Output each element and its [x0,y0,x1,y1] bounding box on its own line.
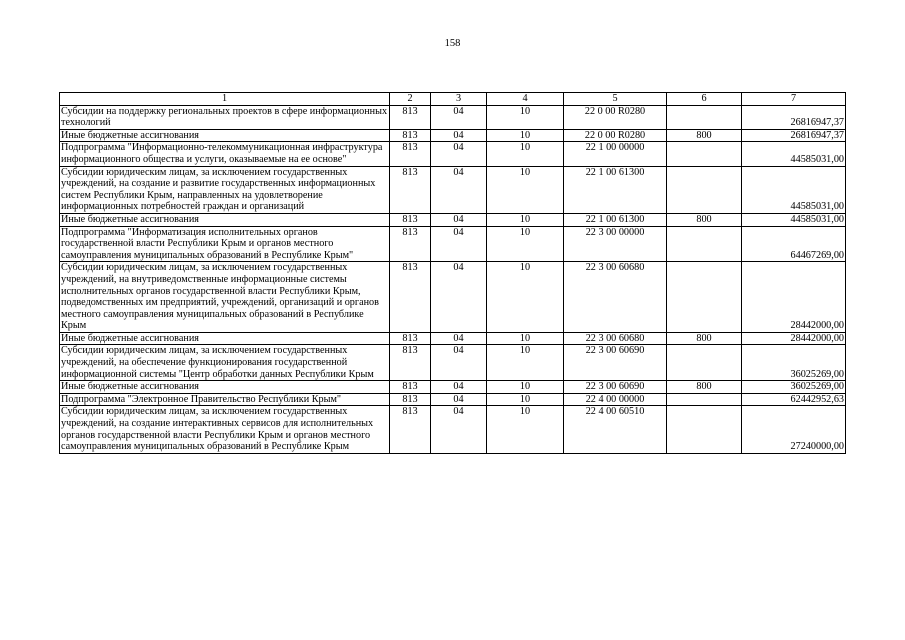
row-grbs-cell: 813 [390,381,431,394]
row-expense-type-cell: 800 [667,381,742,394]
row-amount-cell: 28442000,00 [742,262,846,333]
row-expense-type-cell: 800 [667,332,742,345]
row-amount-cell: 26816947,37 [742,105,846,129]
table-header-row [60,93,846,106]
row-expense-type-cell: 800 [667,129,742,142]
column-header: 1 [60,93,390,106]
table-row [60,226,846,262]
row-section-cell: 04 [431,393,487,406]
row-amount-cell: 36025269,00 [742,381,846,394]
row-section-cell: 04 [431,345,487,381]
row-section-cell: 04 [431,166,487,213]
row-grbs-cell: 813 [390,129,431,142]
row-expense-type-cell [667,406,742,453]
row-amount-cell: 62442952,63 [742,393,846,406]
table-row [60,406,846,453]
row-grbs-cell: 813 [390,406,431,453]
row-section-cell: 04 [431,226,487,262]
column-header: 3 [431,93,487,106]
row-section-cell: 04 [431,142,487,166]
row-name-cell: Субсидии юридическим лицам, за исключением государственных учреждений, на создание интерактивных сервисов для исполнительных органов государственной власти Республики Крым и органов местного самоуправления муниципальных образований в Республике Крым [60,406,390,453]
row-grbs-cell: 813 [390,393,431,406]
page-number: 158 [444,38,461,49]
row-name-cell: Субсидии юридическим лицам, за исключением государственных учреждений, на создание и развитие государственных информационных систем Республики Крым, направленных на удовлетворение информационных потребностей граждан и организаций [60,166,390,213]
row-grbs-cell: 813 [390,262,431,333]
row-subsection-cell: 10 [487,226,564,262]
row-target-article-cell: 22 1 00 00000 [564,142,667,166]
row-amount-cell: 36025269,00 [742,345,846,381]
row-target-article-cell: 22 3 00 60680 [564,332,667,345]
row-subsection-cell: 10 [487,332,564,345]
row-amount-cell: 28442000,00 [742,332,846,345]
row-target-article-cell: 22 1 00 61300 [564,213,667,226]
row-name-cell: Субсидии на поддержку региональных проектов в сфере информационных технологий [60,105,390,129]
row-expense-type-cell [667,105,742,129]
row-expense-type-cell: 800 [667,213,742,226]
row-expense-type-cell [667,345,742,381]
row-target-article-cell: 22 0 00 R0280 [564,129,667,142]
row-subsection-cell: 10 [487,129,564,142]
row-expense-type-cell [667,166,742,213]
row-target-article-cell: 22 3 00 60690 [564,345,667,381]
row-section-cell: 04 [431,332,487,345]
table-row [60,142,846,166]
row-target-article-cell: 22 3 00 60680 [564,262,667,333]
column-header: 2 [390,93,431,106]
row-name-cell: Иные бюджетные ассигнования [60,213,390,226]
row-name-cell: Подпрограмма "Информационно-телекоммуникационная инфраструктура информационного общества и услуги, оказываемые на ее основе" [60,142,390,166]
row-grbs-cell: 813 [390,166,431,213]
row-expense-type-cell [667,393,742,406]
row-grbs-cell: 813 [390,345,431,381]
row-name-cell: Иные бюджетные ассигнования [60,129,390,142]
table-row [60,345,846,381]
table-row [60,129,846,142]
row-amount-cell: 27240000,00 [742,406,846,453]
row-amount-cell: 64467269,00 [742,226,846,262]
table-row [60,166,846,213]
row-target-article-cell: 22 1 00 61300 [564,166,667,213]
row-target-article-cell: 22 3 00 00000 [564,226,667,262]
row-name-cell: Иные бюджетные ассигнования [60,381,390,394]
row-section-cell: 04 [431,129,487,142]
row-subsection-cell: 10 [487,393,564,406]
row-subsection-cell: 10 [487,381,564,394]
row-amount-cell: 26816947,37 [742,129,846,142]
row-section-cell: 04 [431,406,487,453]
row-target-article-cell: 22 4 00 00000 [564,393,667,406]
row-name-cell: Подпрограмма "Электронное Правительство Республики Крым" [60,393,390,406]
column-header: 4 [487,93,564,106]
row-name-cell: Подпрограмма "Информатизация исполнительных органов государственной власти Республики Крым и органов местного самоуправления муниципальных образований в Республике Крым" [60,226,390,262]
row-expense-type-cell [667,262,742,333]
row-grbs-cell: 813 [390,226,431,262]
row-grbs-cell: 813 [390,105,431,129]
row-name-cell: Субсидии юридическим лицам, за исключением государственных учреждений, на внутриведомственные информационные системы исполнительных органов государственной власти Республики Крым, подведомственных им предприятий, учреждений, организаций и органов местного самоуправления муниципальных образований в Республике Крым [60,262,390,333]
row-subsection-cell: 10 [487,105,564,129]
row-amount-cell: 44585031,00 [742,166,846,213]
row-expense-type-cell [667,142,742,166]
row-target-article-cell: 22 0 00 R0280 [564,105,667,129]
row-grbs-cell: 813 [390,213,431,226]
row-amount-cell: 44585031,00 [742,213,846,226]
table-row [60,332,846,345]
column-header: 5 [564,93,667,106]
table-row [60,105,846,129]
row-section-cell: 04 [431,381,487,394]
row-section-cell: 04 [431,105,487,129]
column-header: 7 [742,93,846,106]
row-subsection-cell: 10 [487,213,564,226]
table-row [60,213,846,226]
row-grbs-cell: 813 [390,142,431,166]
budget-table [59,92,846,454]
row-subsection-cell: 10 [487,406,564,453]
table-row [60,393,846,406]
row-subsection-cell: 10 [487,166,564,213]
row-expense-type-cell [667,226,742,262]
table-row [60,381,846,394]
row-grbs-cell: 813 [390,332,431,345]
row-amount-cell: 44585031,00 [742,142,846,166]
row-subsection-cell: 10 [487,345,564,381]
row-subsection-cell: 10 [487,142,564,166]
row-name-cell: Субсидии юридическим лицам, за исключением государственных учреждений, на обеспечение функционирования государственной информационной системы "Центр обработки данных Республики Крым [60,345,390,381]
row-name-cell: Иные бюджетные ассигнования [60,332,390,345]
column-header: 6 [667,93,742,106]
row-target-article-cell: 22 4 00 60510 [564,406,667,453]
table-row [60,262,846,333]
row-subsection-cell: 10 [487,262,564,333]
row-section-cell: 04 [431,213,487,226]
row-section-cell: 04 [431,262,487,333]
row-target-article-cell: 22 3 00 60690 [564,381,667,394]
